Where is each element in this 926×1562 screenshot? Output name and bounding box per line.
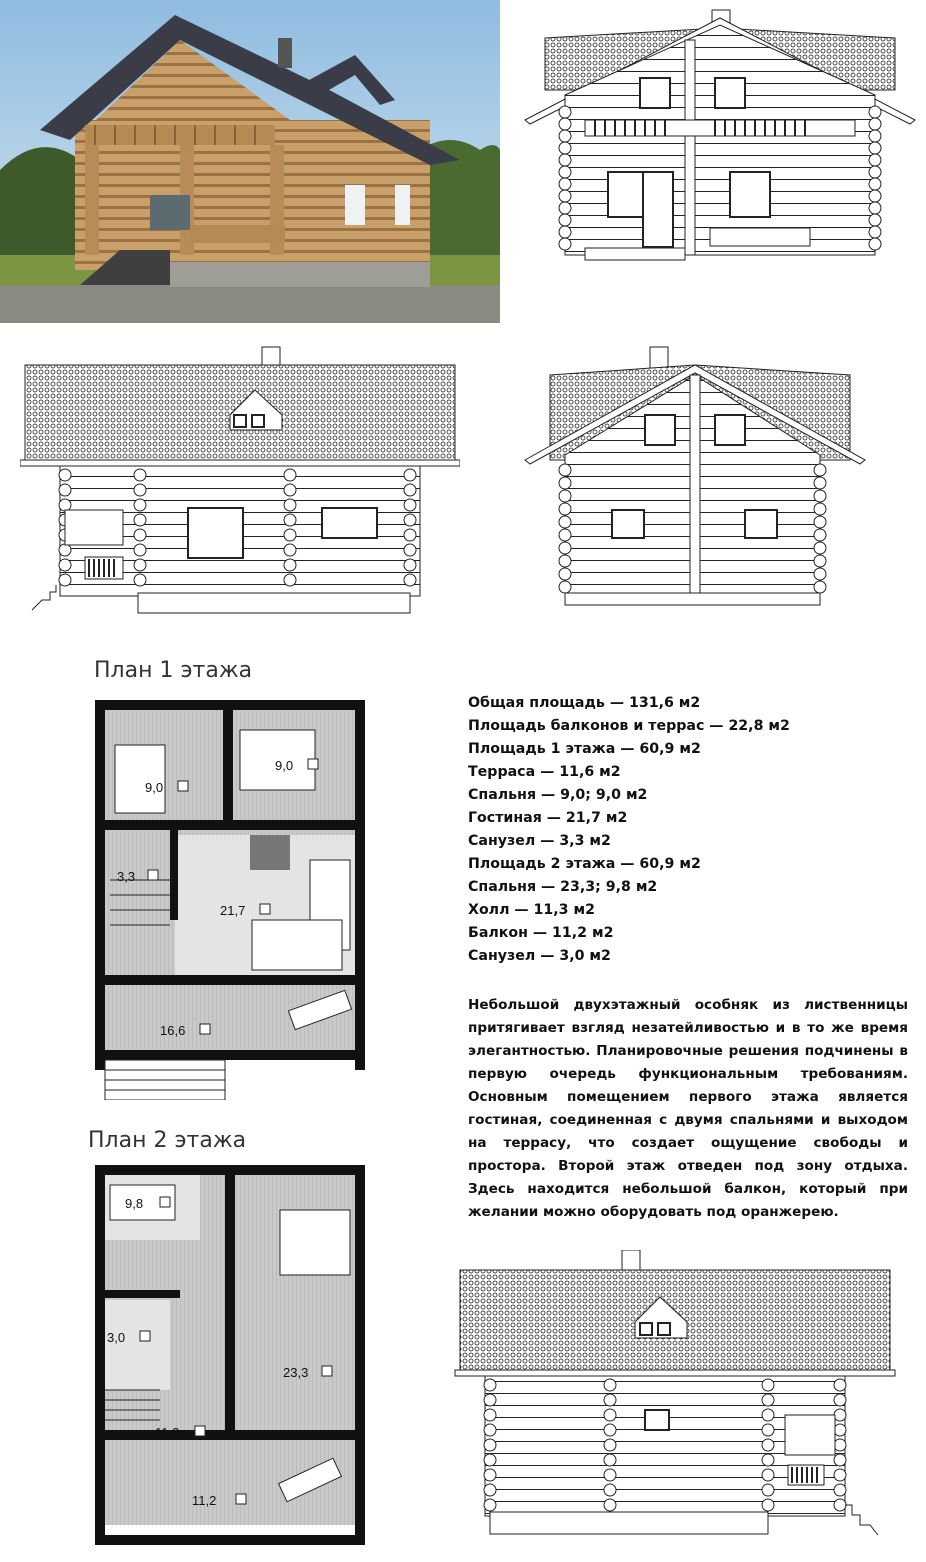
- floor2-room-label: 11,2: [192, 1493, 217, 1508]
- spec-line: Гостиная — 21,7 м2: [468, 810, 628, 826]
- floor2-room-label: 9,8: [125, 1196, 144, 1211]
- floor1-room-label: 9,0: [145, 780, 164, 795]
- floor1-plan: [80, 685, 380, 1100]
- spec-line: Спальня — 9,0; 9,0 м2: [468, 787, 648, 803]
- side-elevation-left: [20, 345, 460, 615]
- floor2-room-label: 23,3: [283, 1365, 309, 1380]
- spec-line: Санузел — 3,3 м2: [468, 833, 611, 849]
- spec-line: Площадь балконов и террас — 22,8 м2: [468, 718, 790, 734]
- specs-list: [468, 692, 918, 968]
- spec-line: Холл — 11,3 м2: [468, 902, 595, 918]
- spec-line: Общая площадь — 131,6 м2: [468, 695, 701, 711]
- spec-line: Терраса — 11,6 м2: [468, 764, 621, 780]
- house-description: Небольшой двухэтажный особняк из лиственницы притягивает взгляд незатейливостью и в то же время элегантностью. Планировочные решения подчинены в первую очередь функциональным требованиям. Основным помещением первого этажа является гостиная, соединенная с двумя спальнями и выходом на террасу, что создает ощущение свободы и простора. Второй этаж отведен под зону отдыха. Здесь находится небольшой балкон, который при желании можно оборудовать под оранжерею.: [468, 997, 908, 1220]
- floor2-room-label: 3,0: [107, 1330, 126, 1345]
- spec-line: Балкон — 11,2 м2: [468, 925, 614, 941]
- floor2-room-label: 11,3: [155, 1425, 180, 1440]
- floor1-plan-title: План 1 этажа: [94, 658, 253, 683]
- front-elevation: [520, 0, 920, 275]
- floor1-room-label: 3,3: [117, 869, 136, 884]
- floor1-room-label: 21,7: [220, 903, 246, 918]
- spec-line: Площадь 2 этажа — 60,9 м2: [468, 856, 701, 872]
- floor1-room-label: 9,0: [275, 758, 294, 773]
- side-elevation-right: [450, 1250, 900, 1550]
- floor2-plan: [80, 1150, 380, 1555]
- back-elevation: [520, 345, 920, 620]
- spec-line: Санузел — 3,0 м2: [468, 948, 611, 964]
- spec-line: Площадь 1 этажа — 60,9 м2: [468, 741, 701, 757]
- house-photo: [0, 0, 500, 323]
- spec-line: Спальня — 23,3; 9,8 м2: [468, 879, 658, 895]
- floor1-room-label: 16,6: [160, 1023, 186, 1038]
- floor2-plan-title: План 2 этажа: [88, 1128, 247, 1153]
